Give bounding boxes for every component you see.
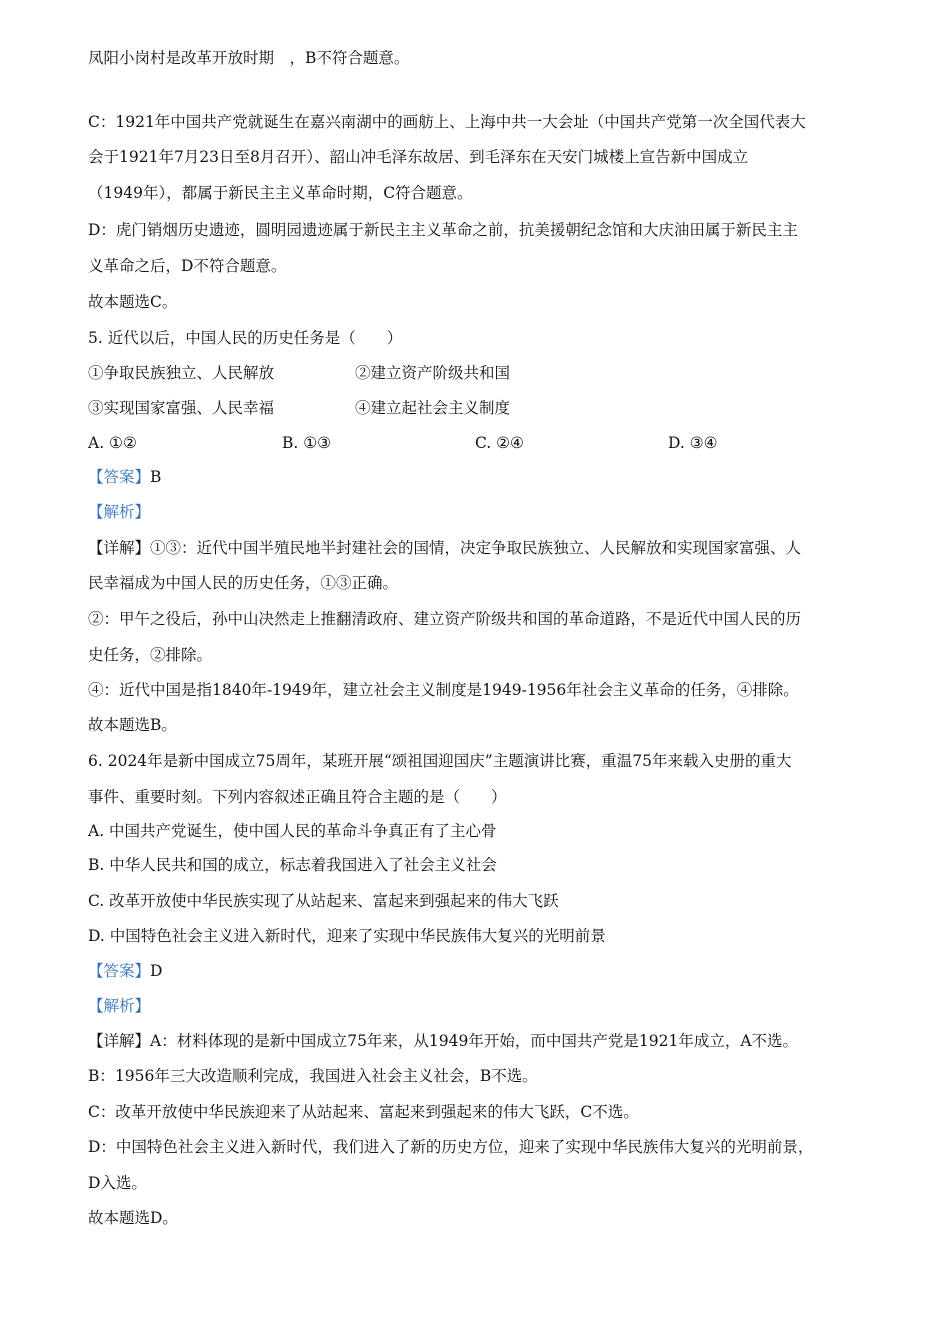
q6-option-d: D. 中国特色社会主义进入新时代，迎来了实现中华民族伟大复兴的光明前景 [88,927,606,945]
q5-analysis [88,501,150,523]
q5-item-1: ①争取民族独立、人民解放 [88,364,275,382]
q4-option-c-line-1: C：1921年中国共产党就诞生在嘉兴南湖中的画舫上、上海中共一大会址（中国共产党第一次全国代表大 [88,113,806,131]
q6-detail-line-1 [88,1030,798,1052]
q5-conclusion: 故本题选B。 [88,716,177,734]
q5-detail-line-1 [88,537,801,559]
q6-analysis-tag: 【解析】 [88,997,151,1015]
q5-option-b: B. ①③ [282,434,332,452]
q6-detail-line-2: B：1956年三大改造顺利完成，我国进入社会主义社会，B不选。 [88,1067,538,1085]
q5-analysis-tag: 【解析】 [88,503,151,521]
q5-option-c: C. ②④ [475,434,524,452]
q5-option-a: A. ①② [88,434,137,452]
q5-detail-line-4: 史任务，②排除。 [88,646,213,664]
q4-text-line: 凤阳小岗村是改革开放时期 ，B不符合题意。 [88,49,410,67]
q6-detail-line-4: D：中国特色社会主义进入新时代，我们进入了新的历史方位，迎来了实现中华民族伟大复兴的光明前景， [88,1138,814,1156]
q6-option-b: B. 中华人民共和国的成立，标志着我国进入了社会主义社会 [88,856,497,874]
q6-answer-tag: 【答案】 [88,962,151,980]
q6-analysis [88,995,150,1017]
q5-option-d: D. ③④ [668,434,718,452]
q4-option-d-line-1: D：虎门销烟历史遗迹，圆明园遗迹属于新民主主义革命之前，抗美援朝纪念馆和大庆油田属于新民主主 [88,221,798,239]
q6-answer [88,960,162,982]
q6-detail-text-1: A：材料体现的是新中国成立75年来，从1949年开始，而中国共产党是1921年成立，A不选。 [150,1032,799,1050]
q4-option-d-line-2: 义革命之后，D不符合题意。 [88,257,287,275]
q6-detail-line-3: C：改革开放使中华民族迎来了从站起来、富起来到强起来的伟大飞跃，C不选。 [88,1103,639,1121]
q5-detail-text-1: ①③：近代中国半殖民地半封建社会的国情，决定争取民族独立、人民解放和实现国家富强、人 [150,539,802,557]
q6-stem-line-1: 6. 2024年是新中国成立75周年，某班开展“颂祖国迎国庆”主题演讲比赛，重温75年来载入史册的重大 [88,752,792,770]
q5-answer [88,466,161,488]
q6-option-a: A. 中国共产党诞生，使中国人民的革命斗争真正有了主心骨 [88,822,497,840]
q5-stem: 5. 近代以后，中国人民的历史任务是（ ） [88,329,403,347]
q6-answer-value: D [150,962,163,980]
q5-answer-tag: 【答案】 [88,468,151,486]
q6-detail-tag: 【详解】 [88,1032,151,1050]
q4-option-c-line-3: （1949年），都属于新民主主义革命时期，C符合题意。 [88,184,473,202]
q5-detail-line-3: ②：甲午之役后，孙中山决然走上推翻清政府、建立资产阶级共和国的革命道路，不是近代中国人民的历 [88,610,802,628]
q6-conclusion: 故本题选D。 [88,1209,178,1227]
q5-item-2: ②建立资产阶级共和国 [355,364,511,382]
q6-stem-line-2: 事件、重要时刻。下列内容叙述正确且符合主题的是（ ） [88,788,507,806]
q4-option-c-line-2: 会于1921年7月23日至8月召开）、韶山冲毛泽东故居、到毛泽东在天安门城楼上宣告新中国成立 [88,148,749,166]
q5-detail-line-2: 民幸福成为中国人民的历史任务，①③正确。 [88,574,399,592]
q5-answer-value: B [150,468,162,486]
q5-detail-line-5: ④：近代中国是指1840年-1949年，建立社会主义制度是1949-1956年社会主义革命的任务，④排除。 [88,681,799,699]
q5-item-3: ③实现国家富强、人民幸福 [88,399,275,417]
q6-detail-line-5: D入选。 [88,1174,147,1192]
q5-detail-tag: 【详解】 [88,539,151,557]
q6-option-c: C. 改革开放使中华民族实现了从站起来、富起来到强起来的伟大飞跃 [88,892,559,910]
q5-item-4: ④建立起社会主义制度 [355,399,511,417]
q4-conclusion: 故本题选C。 [88,293,178,311]
